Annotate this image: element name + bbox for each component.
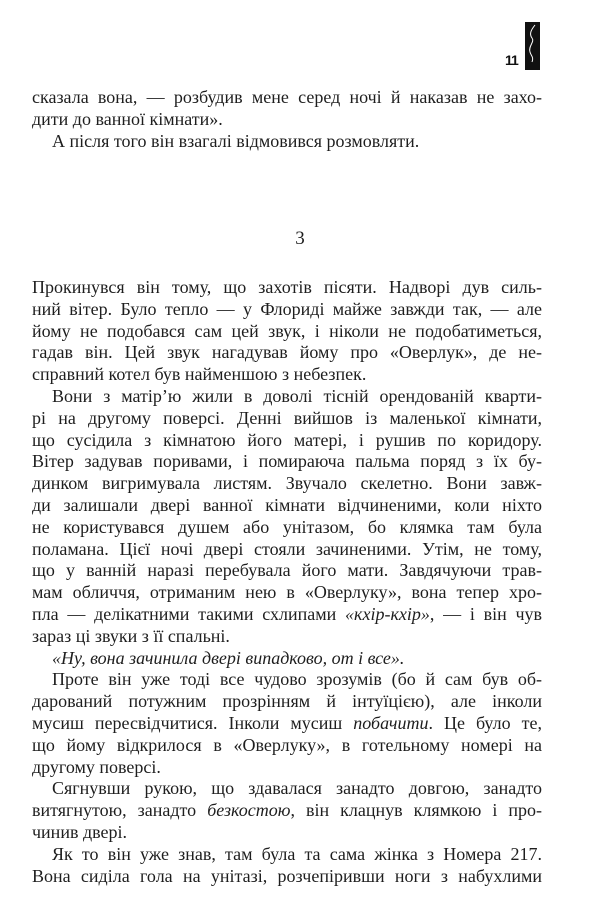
text-line	[32, 109, 542, 131]
text-line	[32, 342, 542, 364]
text-line	[32, 451, 542, 473]
italic-text: побачити	[353, 712, 429, 733]
text-line	[32, 321, 542, 343]
text-line	[32, 473, 542, 495]
text-segment: дарований потужним прозрінням й інтуїцією), але інколи	[32, 691, 542, 712]
text-segment: сказала вона, — розбудив мене серед ночі й наказав не захо-	[32, 87, 542, 107]
text-segment: ди залишали двері ванної кімнати відчиненими, коли ніхто	[32, 494, 542, 515]
text-line	[32, 648, 542, 670]
text-segment: що йому відкрилося в «Оверлуку», в готельному номері на	[32, 734, 542, 755]
text-segment: що сусідила з кімнатою його матері, і рушив по коридору.	[32, 429, 542, 450]
text-line	[32, 713, 542, 735]
text-line	[32, 604, 542, 626]
text-segment: не користувався душем або унітазом, бо клямка там була	[32, 516, 542, 537]
text-line	[32, 800, 542, 822]
text-line	[32, 517, 542, 539]
paragraph	[32, 87, 542, 131]
text-line	[32, 131, 542, 153]
text-segment: Вітер задував поривами, і помираюча пальма поряд з їх бу-	[32, 451, 542, 472]
text-segment: , — і він чув	[429, 603, 542, 624]
text-segment: мусиш пересвідчитися. Інколи мусиш	[32, 712, 354, 733]
text-line	[32, 626, 542, 648]
paragraph	[32, 844, 542, 888]
text-segment: рі на другому поверсі. Денні вийшов із маленької кімнати,	[32, 407, 542, 428]
text-segment: ний вітер. Було тепло — у Флориді майже завжди так, — але	[32, 298, 542, 319]
text-line	[32, 844, 542, 866]
chapter-number: 3	[295, 228, 305, 249]
text-segment: мам обличчя, отриманим нею в «Оверлуку», вона тепер хро-	[32, 582, 542, 603]
text-line	[32, 560, 542, 582]
text-line	[32, 495, 542, 517]
text-block-chapter-3	[32, 277, 542, 887]
text-line	[32, 735, 542, 757]
text-segment: динком вигримувала листям. Звучало скелетно. Вони завж-	[32, 473, 542, 494]
text-line	[32, 582, 542, 604]
text-segment: Проте він уже тоді все чудово зрозумів (бо й сам був об-	[52, 669, 542, 690]
text-segment: , він клацнув клямкою і про-	[290, 800, 543, 821]
text-segment: йому не подобався сам цей звук, і ніколи не подобатиметься,	[32, 320, 542, 341]
text-segment: . Це було те,	[428, 712, 542, 733]
text-segment: пла — делікатними такими схлипами	[32, 603, 346, 624]
text-segment: поламана. Цієї ночі двері стояли зачиненими. Утім, не тому,	[32, 538, 542, 559]
text-line	[32, 778, 542, 800]
text-segment: справний котел був найменшою з небезпек.	[32, 364, 367, 385]
page-number: 11	[505, 52, 518, 68]
text-block-previous-section	[32, 87, 542, 152]
text-segment: Як то він уже знав, там була та сама жінка з Номера 217.	[52, 843, 542, 864]
text-segment: другому поверсі.	[32, 756, 161, 777]
text-segment: зараз ці звуки з її спальні.	[32, 625, 230, 646]
text-segment: дити до ванної кімнати».	[32, 108, 223, 129]
text-line	[32, 866, 542, 888]
text-line	[32, 691, 542, 713]
text-line	[32, 299, 542, 321]
paragraph	[32, 277, 542, 386]
text-line	[32, 757, 542, 779]
paragraph	[32, 778, 542, 843]
text-segment: А після того він взагалі відмовився розмовляти.	[52, 130, 420, 151]
text-segment: Прокинувся він тому, що захотів пісяти. Надворі дув силь-	[32, 277, 542, 297]
text-segment: Сягнувши рукою, що здавалася занадто довгою, занадто	[52, 778, 542, 799]
text-segment: чинив двері.	[32, 821, 127, 842]
text-segment: що у ванній наразі перебувала його мати. Завдячуючи трав-	[32, 560, 542, 581]
text-line	[32, 822, 542, 844]
page-header-ornament	[525, 22, 540, 70]
paragraph	[32, 131, 542, 153]
paragraph	[32, 386, 542, 648]
italic-text: безкостою	[207, 800, 291, 821]
text-segment: Вони з матір’ю жили в доволі тісній орендованій кварти-	[52, 385, 542, 406]
text-line	[32, 386, 542, 408]
text-line	[32, 277, 542, 299]
text-line	[32, 87, 542, 109]
lightning-ornament-icon	[525, 22, 540, 70]
text-line	[32, 430, 542, 452]
italic-text: «кхір-кхір»	[345, 603, 430, 624]
text-segment: гадав він. Цей звук нагадував йому про «Оверлук», де не-	[32, 342, 542, 363]
text-line	[32, 364, 542, 386]
paragraph	[32, 669, 542, 778]
text-line	[32, 539, 542, 561]
text-line	[32, 669, 542, 691]
text-line	[32, 408, 542, 430]
text-segment: Вона сиділа гола на унітазі, розчепіривши ноги з набухлими	[32, 865, 542, 886]
italic-text: «Ну, вона зачинила двері випадково, от і все».	[52, 647, 405, 668]
text-segment: витягнутою, занадто	[32, 800, 208, 821]
paragraph	[32, 648, 542, 670]
